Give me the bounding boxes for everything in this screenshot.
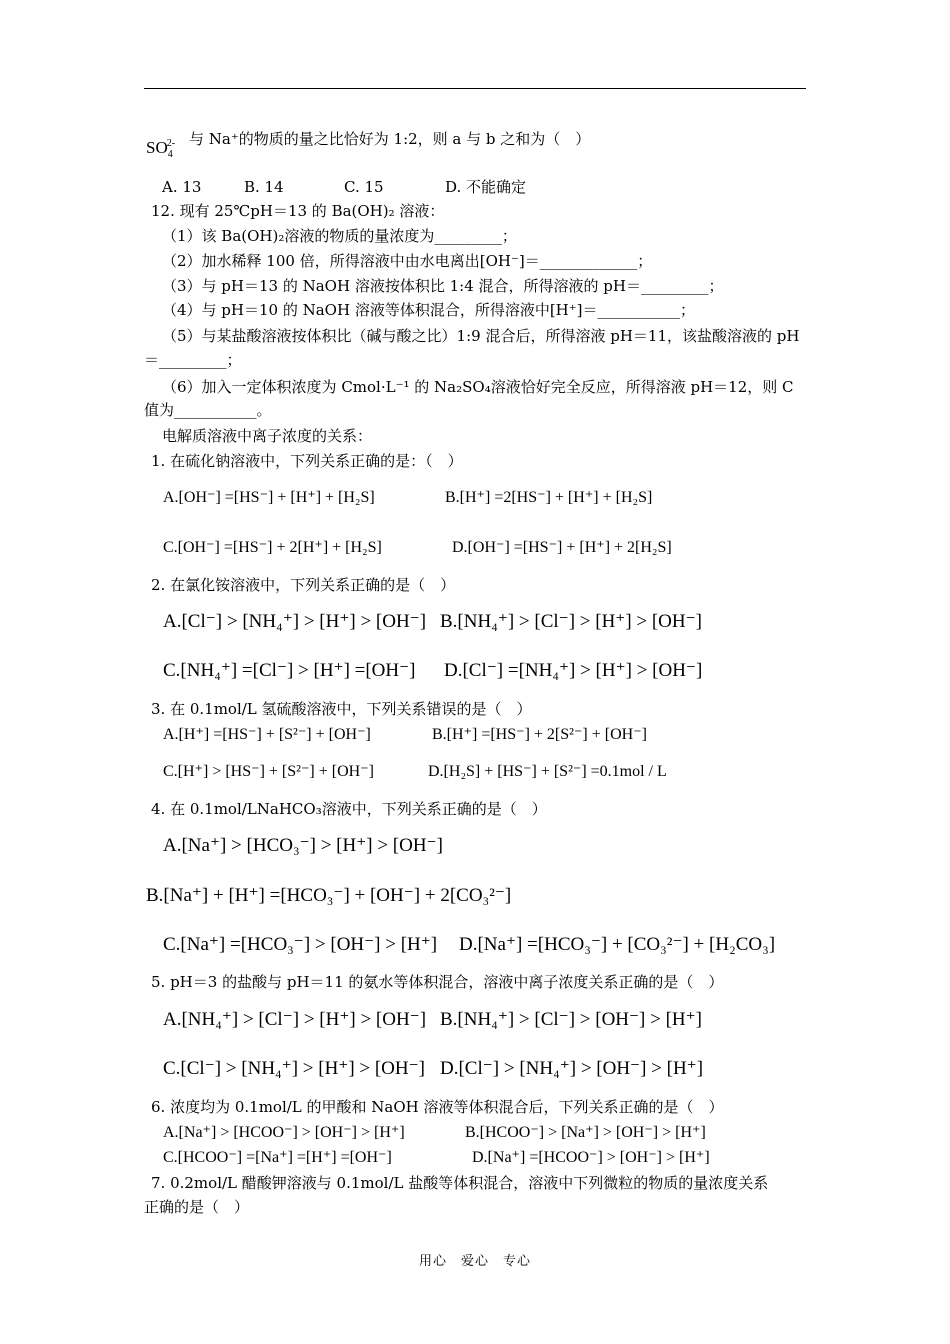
q11-option-b: B. 14	[244, 178, 284, 196]
q12-part-5-cont: ＝_________；	[144, 351, 242, 369]
q4-option-d: D.[Na⁺] =[HCO₃⁻] + [CO₃²⁻] + [H₂CO₃]	[459, 934, 776, 955]
q11-tail-text: 与 Na⁺的物质的量之比恰好为 1:2，则 a 与 b 之和为（ ）	[189, 130, 591, 148]
q12-part-1: （1）该 Ba(OH)₂溶液的物质的量浓度为_________；	[162, 227, 517, 245]
q11-option-c: C. 15	[344, 178, 384, 196]
q2-option-a: A.[Cl⁻] > [NH₄⁺] > [H⁺] > [OH⁻]	[163, 611, 427, 632]
q1-option-d: D.[OH⁻] =[HS⁻] + [H⁺] + 2[H₂S]	[452, 539, 672, 556]
q5-option-c: C.[Cl⁻] > [NH₄⁺] > [H⁺] > [OH⁻]	[163, 1058, 425, 1079]
q11-option-a: A. 13	[162, 178, 202, 196]
q6-stem: 6. 浓度均为 0.1mol/L 的甲酸和 NaOH 溶液等体积混合后，下列关系正确的是（ ）	[151, 1098, 724, 1116]
q12-part-6-cont: 值为___________。	[144, 401, 272, 419]
q12-stem: 12. 现有 25℃pH＝13 的 Ba(OH)₂ 溶液：	[151, 202, 445, 220]
q6-option-a: A.[Na⁺] > [HCOO⁻] > [OH⁻] > [H⁺]	[163, 1124, 405, 1141]
q11-tail-line	[146, 138, 175, 161]
q4-option-a: A.[Na⁺] > [HCO₃⁻] > [H⁺] > [OH⁻]	[163, 835, 443, 856]
q1-option-b: B.[H⁺] =2[HS⁻] + [H⁺] + [H₂S]	[445, 489, 653, 506]
q5-stem: 5. pH＝3 的盐酸与 pH＝11 的氨水等体积混合，溶液中离子浓度关系正确的是（ ）	[151, 973, 724, 991]
q6-option-c: C.[HCOO⁻] =[Na⁺] =[H⁺] =[OH⁻]	[163, 1149, 392, 1166]
q12-part-4: （4）与 pH＝10 的 NaOH 溶液等体积混合，所得溶液中[H⁺]＝___________；	[162, 301, 696, 319]
q2-option-c: C.[NH₄⁺] =[Cl⁻] > [H⁺] =[OH⁻]	[163, 660, 416, 681]
q3-option-a: A.[H⁺] =[HS⁻] + [S²⁻] + [OH⁻]	[163, 726, 371, 743]
q4-option-b: B.[Na⁺] + [H⁺] =[HCO₃⁻] + [OH⁻] + 2[CO₃²⁻]	[146, 885, 512, 906]
q2-stem: 2. 在氯化铵溶液中，下列关系正确的是（ ）	[151, 576, 456, 594]
q5-option-b: B.[NH₄⁺] > [Cl⁻] > [OH⁻] > [H⁺]	[440, 1009, 702, 1030]
q3-option-b: B.[H⁺] =[HS⁻] + 2[S²⁻] + [OH⁻]	[432, 726, 647, 743]
q5-option-a: A.[NH₄⁺] > [Cl⁻] > [H⁺] > [OH⁻]	[163, 1009, 427, 1030]
q7-stem-line-2: 正确的是（ ）	[144, 1198, 250, 1216]
page-footer: 用心 爱心 专心	[418, 1254, 531, 1269]
q12-part-5: （5）与某盐酸溶液按体积比（碱与酸之比）1:9 混合后，所得溶液 pH＝11，该盐酸溶液的 pH	[162, 327, 800, 345]
q12-part-2: （2）加水稀释 100 倍，所得溶液中由水电离出[OH⁻]＝_____________；	[162, 252, 653, 270]
q2-option-b: B.[NH₄⁺] > [Cl⁻] > [H⁺] > [OH⁻]	[440, 611, 702, 632]
q3-option-c: C.[H⁺] > [HS⁻] + [S²⁻] + [OH⁻]	[163, 763, 374, 780]
q6-option-d: D.[Na⁺] =[HCOO⁻] > [OH⁻] > [H⁺]	[472, 1149, 710, 1166]
q2-option-d: D.[Cl⁻] =[NH₄⁺] > [H⁺] > [OH⁻]	[444, 660, 703, 681]
q11-option-d: D. 不能确定	[445, 178, 527, 196]
q5-option-d: D.[Cl⁻] > [NH₄⁺] > [OH⁻] > [H⁺]	[440, 1058, 704, 1079]
section-title: 电解质溶液中离子浓度的关系：	[162, 427, 373, 445]
q1-option-a: A.[OH⁻] =[HS⁻] + [H⁺] + [H₂S]	[163, 489, 375, 506]
header-rule	[144, 88, 806, 89]
q4-stem: 4. 在 0.1mol/LNaHCO₃溶液中，下列关系正确的是（ ）	[151, 800, 547, 818]
q12-part-6: （6）加入一定体积浓度为 Cmol·L⁻¹ 的 Na₂SO₄溶液恰好完全反应，所得溶液 pH＝12，则 C	[162, 378, 794, 396]
sulfate-formula: $SO_4^{2-}$	[146, 138, 176, 160]
q1-option-c: C.[OH⁻] =[HS⁻] + 2[H⁺] + [H₂S]	[163, 539, 382, 556]
q4-option-c: C.[Na⁺] =[HCO₃⁻] > [OH⁻] > [H⁺]	[163, 934, 438, 955]
q11-options	[162, 177, 526, 197]
q12-part-3: （3）与 pH＝13 的 NaOH 溶液按体积比 1:4 混合，所得溶液的 pH＝_________；	[162, 277, 724, 295]
q3-stem: 3. 在 0.1mol/L 氢硫酸溶液中，下列关系错误的是（ ）	[151, 700, 532, 718]
q6-option-b: B.[HCOO⁻] > [Na⁺] > [OH⁻] > [H⁺]	[465, 1124, 706, 1141]
q3-option-d: D.[H₂S] + [HS⁻] + [S²⁻] =0.1mol / L	[428, 763, 667, 780]
q1-stem: 1. 在硫化钠溶液中，下列关系正确的是：（ ）	[151, 452, 463, 470]
q7-stem-line-1: 7. 0.2mol/L 醋酸钾溶液与 0.1mol/L 盐酸等体积混合，溶液中下列微粒的物质的量浓度关系	[151, 1174, 769, 1192]
